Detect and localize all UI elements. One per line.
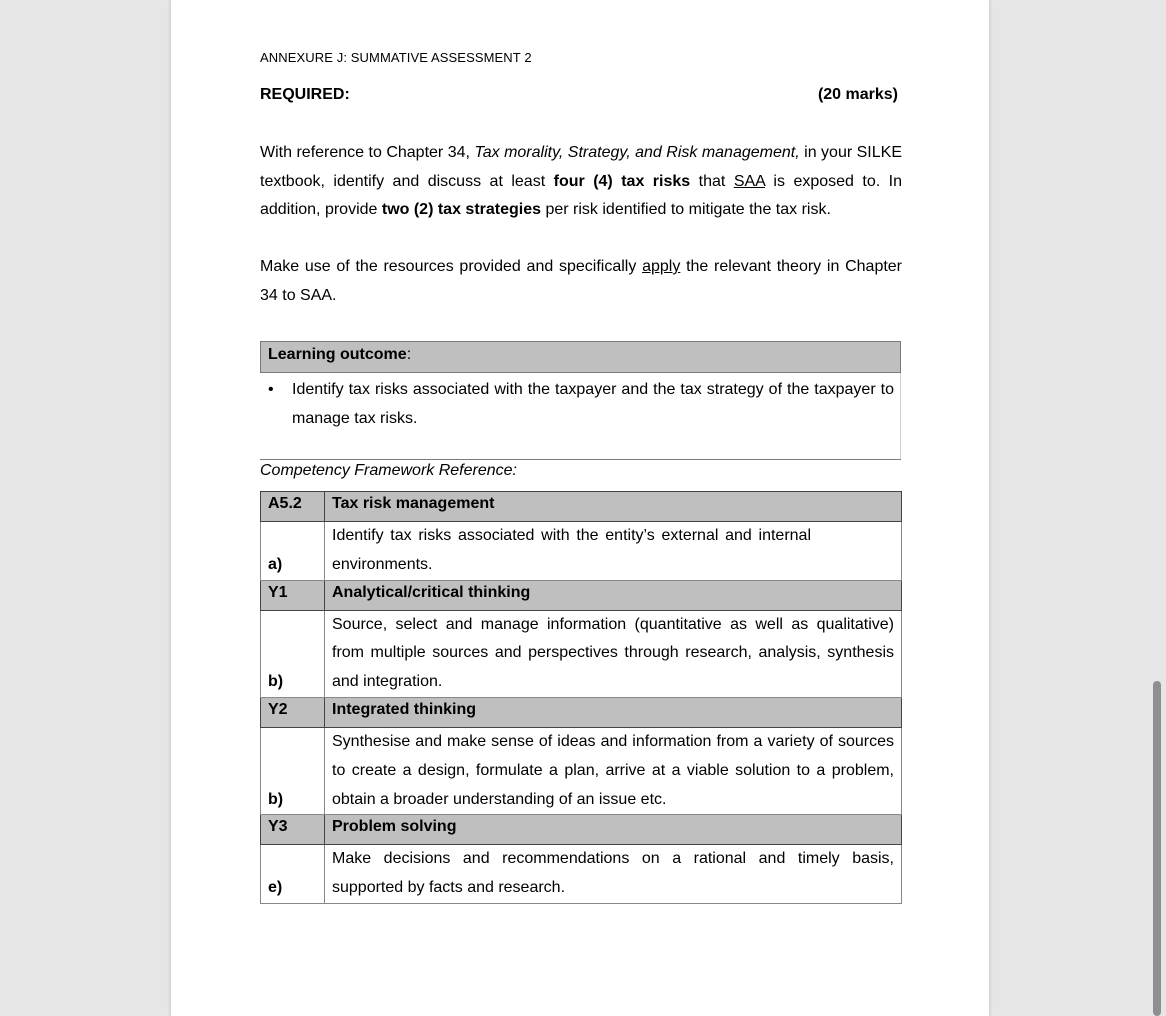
competency-heading: Problem solving xyxy=(325,815,902,845)
competency-code: A5.2 xyxy=(261,492,325,522)
text-run: is exposed to. In addition, provide xyxy=(260,172,903,219)
competency-description: Make decisions and recommendations on a rational and timely basis, supported by facts and research. xyxy=(325,845,902,904)
competency-heading: Integrated thinking xyxy=(325,697,902,727)
table-row xyxy=(261,697,902,727)
learning-outcome-text: Identify tax risks associated with the taxpayer and the tax strategy of the taxpayer to manage tax risks. xyxy=(292,381,894,427)
instruction-paragraph xyxy=(260,139,902,225)
emphasis-tax-strategies: two (2) tax strategies xyxy=(381,201,542,219)
resources-paragraph xyxy=(260,253,902,310)
emphasis-tax-risks: four (4) tax risks xyxy=(553,172,691,190)
competency-code: e) xyxy=(261,845,325,904)
table-row xyxy=(261,580,902,610)
learning-outcome-item xyxy=(260,373,901,459)
table-row xyxy=(261,845,902,904)
heading-colon: : xyxy=(406,346,412,363)
document-page xyxy=(171,0,989,1016)
competency-code: b) xyxy=(261,610,325,697)
competency-description: Synthesise and make sense of ideas and information from a variety of sources to create a design, formulate a plan, arrive at a viable solution to a problem, obtain a broader understanding of an issue etc. xyxy=(325,727,902,814)
text-run: With reference to Chapter 34, xyxy=(260,144,475,161)
required-label: REQUIRED: xyxy=(260,86,350,103)
competency-table xyxy=(260,491,902,904)
emphasis-saa: SAA xyxy=(733,172,765,190)
bullet-icon: • xyxy=(268,381,274,398)
text-run: Make use of the resources provided and specifically xyxy=(260,258,643,275)
competency-heading: Tax risk management xyxy=(325,492,902,522)
table-row xyxy=(261,727,902,814)
table-row xyxy=(261,522,902,581)
scrollbar-thumb[interactable] xyxy=(1153,681,1161,1016)
emphasis-apply: apply xyxy=(642,258,681,275)
table-row xyxy=(261,492,902,522)
annexure-heading: ANNEXURE J: SUMMATIVE ASSESSMENT 2 xyxy=(260,50,532,65)
learning-outcome-box xyxy=(260,341,901,460)
competency-heading: Analytical/critical thinking xyxy=(325,580,902,610)
learning-outcome-heading xyxy=(260,341,901,373)
competency-code: Y1 xyxy=(261,580,325,610)
competency-description: Identify tax risks associated with the entity’s external and internal environments. xyxy=(325,522,902,581)
required-row xyxy=(260,86,898,104)
marks-label: (20 marks) xyxy=(817,86,898,103)
competency-code: Y2 xyxy=(261,697,325,727)
competency-code: b) xyxy=(261,727,325,814)
text-run: per risk identified to mitigate the tax risk. xyxy=(541,201,831,219)
competency-description: Source, select and manage information (quantitative as well as qualitative) from multiple sources and perspectives through research, analysis, synthesis and integration. xyxy=(325,610,902,697)
table-row xyxy=(261,815,902,845)
competency-framework-title: Competency Framework Reference: xyxy=(260,462,517,479)
text-run: in your SILKE textbook, identify and discuss at least xyxy=(260,144,902,190)
vertical-scrollbar[interactable] xyxy=(1148,0,1166,1016)
competency-code: Y3 xyxy=(261,815,325,845)
text-run: the relevant theory in Chapter 34 to SAA. xyxy=(260,258,903,304)
table-row xyxy=(261,610,902,697)
text-run: that xyxy=(690,172,734,190)
chapter-title: Tax morality, Strategy, and Risk management, xyxy=(474,144,800,161)
competency-code: a) xyxy=(261,522,325,581)
learning-outcome-label: Learning outcome xyxy=(268,346,407,363)
